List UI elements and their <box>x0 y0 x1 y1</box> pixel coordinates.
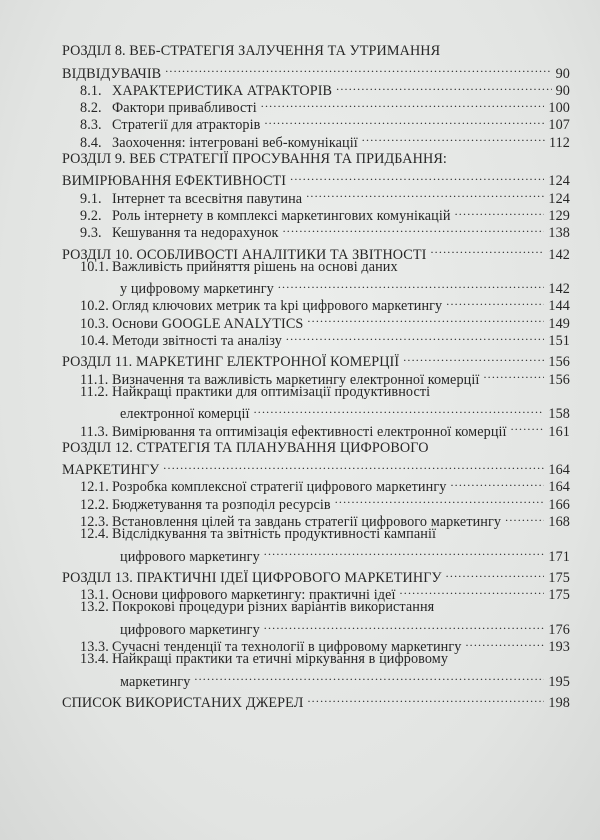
page-number: 164 <box>548 479 570 496</box>
dot-leader <box>430 241 544 258</box>
chapter-entry <box>62 565 570 690</box>
page-number: 90 <box>555 82 570 99</box>
section-number: 12.3. <box>80 514 109 531</box>
chapter-entry <box>62 43 570 151</box>
entry-title-text: Встановлення цілей та завдань стратегії цифрового маркетингу <box>112 514 502 531</box>
entry-title-text: Основи цифрового маркетингу: практичні ідеї <box>112 587 396 604</box>
entry-title-text: Заохочення: інтегровані веб-комунікації <box>112 134 358 151</box>
section-number: 10.2. <box>80 298 109 315</box>
toc-line <box>62 259 570 276</box>
toc-line <box>62 384 570 401</box>
dot-leader <box>283 220 545 237</box>
dot-leader <box>264 543 545 560</box>
section-number: 11.2. <box>80 383 109 400</box>
dot-leader <box>307 690 544 707</box>
toc-line <box>62 168 570 190</box>
entry-title-text: цифрового маркетингу <box>120 621 260 638</box>
section-entry <box>62 383 570 423</box>
dot-leader <box>450 474 544 491</box>
section-number: 11.3. <box>80 423 109 440</box>
page-number: 112 <box>548 134 570 151</box>
toc-line <box>62 241 570 263</box>
page-number: 142 <box>548 246 570 263</box>
dot-leader <box>290 168 544 185</box>
section-number: 9.2. <box>80 207 102 224</box>
page-number: 156 <box>548 371 570 388</box>
section-number: 10.4. <box>80 333 109 350</box>
entry-title-text: Сучасні тенденції та технології в цифровому маркетингу <box>112 639 462 656</box>
entry-title-text: РОЗДІЛ 9. ВЕБ СТРАТЕГІЇ ПРОСУВАННЯ ТА ПРИДБАННЯ: <box>62 150 447 167</box>
entry-title-text: у цифровому маркетингу <box>120 281 274 298</box>
dot-leader <box>446 565 545 582</box>
dot-leader <box>163 457 544 474</box>
page-number: 175 <box>548 587 570 604</box>
chapter-entry <box>62 349 570 440</box>
entry-title-text: Розробка комплексної стратегії цифрового маркетингу <box>112 479 447 496</box>
entry-title-text: РОЗДІЛ 10. ОСОБЛИВОСТІ АНАЛІТИКИ ТА ЗВІТНОСТІ <box>62 246 427 263</box>
toc-line <box>62 599 570 616</box>
toc-line <box>62 43 570 60</box>
toc-line <box>62 60 570 82</box>
entry-title-text: Вимірювання та оптимізація ефективності електронної комерції <box>112 423 507 440</box>
page-number: 144 <box>548 298 570 315</box>
section-number: 13.1. <box>80 587 109 604</box>
entry-title-text: Найкращі практики та етичні міркування в цифровому <box>112 651 449 668</box>
entry-title-text: РОЗДІЛ 12. СТРАТЕГІЯ ТА ПЛАНУВАННЯ ЦИФРОВОГО <box>62 439 429 456</box>
section-number: 10.1. <box>80 258 109 275</box>
section-number: 8.3. <box>80 117 102 134</box>
entry-title-text: МАРКЕТИНГУ <box>62 462 160 479</box>
toc-line <box>62 668 570 690</box>
page-number: 124 <box>548 173 570 190</box>
page-number: 138 <box>548 225 570 242</box>
page-number: 168 <box>548 514 570 531</box>
dot-leader <box>286 328 545 345</box>
page-number: 176 <box>548 621 570 638</box>
entry-title-text: Інтернет та всесвітня павутина <box>112 190 303 207</box>
entry-title-text: Кешування та недорахунок <box>112 225 279 242</box>
dot-leader <box>264 112 544 129</box>
entry-title-text: Огляд ключових метрик та kpi цифрового маркетингу <box>112 298 443 315</box>
toc-line <box>62 457 570 479</box>
dot-leader <box>362 129 545 146</box>
entry-title-text: Бюджетування та розподіл ресурсів <box>112 496 331 513</box>
section-number: 8.4. <box>80 134 102 151</box>
dot-leader <box>335 491 545 508</box>
entry-title-text: Роль інтернету в комплексі маркетингових комунікацій <box>112 207 451 224</box>
dot-leader <box>483 366 544 383</box>
page-number: 171 <box>548 548 570 565</box>
section-number: 13.3. <box>80 639 109 656</box>
dot-leader <box>455 203 545 220</box>
page-number: 161 <box>548 423 570 440</box>
page-number: 164 <box>548 462 570 479</box>
toc-line <box>62 276 570 298</box>
toc-line <box>62 440 570 457</box>
page-number: 195 <box>548 673 570 690</box>
dot-leader <box>254 401 545 418</box>
section-number: 8.2. <box>80 100 102 117</box>
page-number: 151 <box>548 333 570 350</box>
section-number: 9.1. <box>80 190 102 207</box>
dot-leader <box>336 78 551 95</box>
entry-title-text: цифрового маркетингу <box>120 548 260 565</box>
page-number: 193 <box>548 639 570 656</box>
page-number: 175 <box>548 569 570 586</box>
dot-leader <box>403 349 544 366</box>
toc-line <box>62 401 570 423</box>
page-number: 142 <box>548 281 570 298</box>
entry-title-text: ВІДВІДУВАЧІВ <box>62 65 162 82</box>
page-number: 124 <box>548 190 570 207</box>
toc-line <box>62 565 570 586</box>
section-entry <box>62 258 570 298</box>
entry-title-text: Основи GOOGLE ANALYTICS <box>112 315 304 332</box>
section-entry <box>62 599 570 638</box>
dot-leader <box>278 276 545 293</box>
entry-title-text: електронної комерції <box>120 406 250 423</box>
entry-title-text: Важливість прийняття рішень на основі даних <box>112 258 398 275</box>
section-number: 9.3. <box>80 225 102 242</box>
entry-title-text: Фактори привабливості <box>112 100 257 117</box>
entry-title-text: Покрокові процедури різних варіантів використання <box>112 599 435 616</box>
chapter-entry <box>62 241 570 350</box>
entry-title-text: Стратегії для атракторів <box>112 117 261 134</box>
page-number: 198 <box>548 694 570 711</box>
dot-leader <box>446 293 544 310</box>
page-number: 129 <box>548 207 570 224</box>
section-number: 12.2. <box>80 496 109 513</box>
dot-leader <box>264 617 545 634</box>
toc-line <box>62 151 570 168</box>
entry-title-text: Найкращі практики для оптимізації продуктивності <box>112 383 431 400</box>
section-number: 10.3. <box>80 315 109 332</box>
table-of-contents <box>62 43 570 711</box>
chapter-entry <box>62 439 570 565</box>
entry-title-text: Відслідкування та звітність продуктивності кампанії <box>112 526 437 543</box>
toc-line <box>62 349 570 371</box>
dot-leader <box>306 185 544 202</box>
section-number: 13.2. <box>80 599 109 616</box>
section-number: 12.4. <box>80 526 109 543</box>
dot-leader <box>400 582 545 599</box>
page-number: 158 <box>548 406 570 423</box>
page-number: 166 <box>548 496 570 513</box>
entry-title-text: маркетингу <box>120 673 191 690</box>
entry-title-text: ВИМІРЮВАННЯ ЕФЕКТИВНОСТІ <box>62 173 287 190</box>
chapter-entry <box>62 690 570 711</box>
dot-leader <box>307 310 544 327</box>
page-number: 100 <box>548 100 570 117</box>
section-number: 11.1. <box>80 371 109 388</box>
chapter-entry <box>62 150 570 242</box>
toc-line <box>62 651 570 668</box>
entry-title-text: ХАРАКТЕРИСТИКА АТРАКТОРІВ <box>112 82 333 99</box>
dot-leader <box>511 418 545 435</box>
entry-title-text: РОЗДІЛ 8. ВЕБ-СТРАТЕГІЯ ЗАЛУЧЕННЯ ТА УТРИМАННЯ <box>62 43 441 59</box>
dot-leader <box>465 634 544 651</box>
toc-line <box>62 617 570 638</box>
section-number: 12.1. <box>80 479 109 496</box>
entry-title-text: Визначення та важливість маркетингу електронної комерції <box>112 371 480 388</box>
section-entry <box>62 651 570 690</box>
entry-title-text: Методи звітності та аналізу <box>112 333 282 350</box>
dot-leader <box>165 60 551 77</box>
entry-title-text: РОЗДІЛ 13. ПРАКТИЧНІ ІДЕЇ ЦИФРОВОГО МАРКЕТИНГУ <box>62 569 442 586</box>
section-number: 8.1. <box>80 82 102 99</box>
dot-leader <box>261 95 545 112</box>
entry-title-text: РОЗДІЛ 11. МАРКЕТИНГ ЕЛЕКТРОННОЇ КОМЕРЦІЇ <box>62 354 400 371</box>
section-number: 13.4. <box>80 651 109 668</box>
page-number: 90 <box>555 65 570 82</box>
toc-line <box>62 690 570 711</box>
page-number: 107 <box>548 117 570 134</box>
page-number: 156 <box>548 354 570 371</box>
dot-leader <box>505 509 544 526</box>
dot-leader <box>194 668 544 685</box>
entry-title-text: СПИСОК ВИКОРИСТАНИХ ДЖЕРЕЛ <box>62 694 304 711</box>
page-number: 149 <box>548 315 570 332</box>
toc-line <box>62 543 570 565</box>
